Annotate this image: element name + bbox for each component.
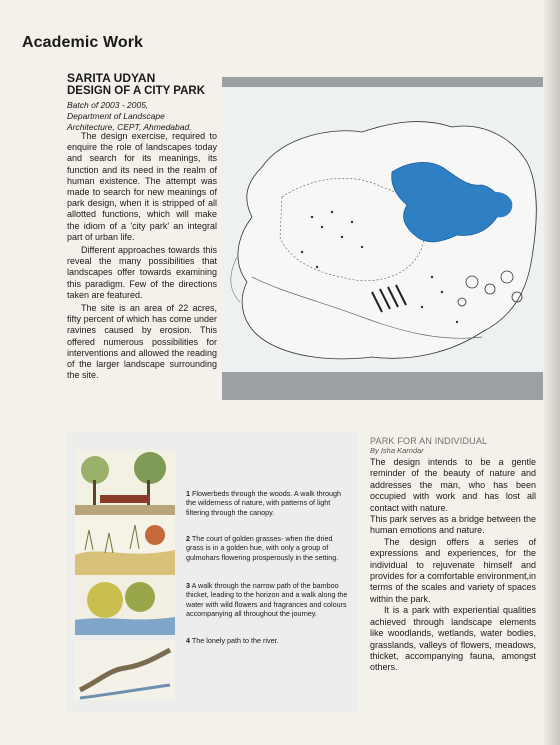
article-paragraph: It is a park with experiential qualities achieved through landscape elements like woodlands, wetlands, water bodies, grasslands, valleys of flowers, meadows, thicket, accompanying fauna, amongst others. <box>370 605 536 673</box>
project-title: DESIGN OF A CITY PARK <box>67 85 206 97</box>
sketch-lonely-path <box>75 640 175 700</box>
article-paragraph: The design offers a series of expressions and experiences, for the individual to rejuvenate himself and provides for a comfortable environment,in terms of the scales and variety of spaces within the park. <box>370 536 536 604</box>
caption-item: 2 The court of golden grasses- when the dried grass is in a golden hue, with only a group of gulmohars flowering prosperously in the setting. <box>186 534 339 562</box>
intro-text <box>67 131 217 381</box>
caption-item: 3 A walk through the narrow path of the bamboo thicket, leading to the horizon and a walk along the water with wild flowers and fragrances and colours accompanying all throughout the journey. <box>186 581 348 619</box>
project-department: Department of Landscape <box>67 111 165 121</box>
project-batch: Batch of 2003 - 2005, <box>67 100 149 110</box>
intro-paragraph: The site is an area of 22 acres, fifty percent of which has come under ravines caused by erosion. This offered numerous possibilities for interventions and allowed the reading of the larger landscape surrounding the site. <box>67 303 217 381</box>
site-plan-svg <box>222 77 543 400</box>
intro-paragraph: The design exercise, required to enquire the role of landscapes today and search for its meanings, its function and its need in the realm of human existence. The attempt was made to search for new meanings of park design, when it is stripped of all allotted functions, which will make the idiom of a 'city park' an integral part of urban life. <box>67 131 217 242</box>
intro-paragraph: Different approaches towards this reveal the many possibilities that landscapes offer towards examining this paradigm. Few of the directions taken are featured. <box>67 245 217 300</box>
project-meta <box>67 100 217 133</box>
section-title: Academic Work <box>22 34 144 51</box>
caption-item: 4 The lonely path to the river. <box>186 636 279 645</box>
sketch-flowerbeds <box>75 450 175 520</box>
article-paragraph: The design intends to be a gentle reminder of the beauty of nature and addresses the man, who has been occupied with work and has lost all contact with nature. <box>370 457 536 513</box>
project-header <box>67 72 217 133</box>
caption-item: 1 Flowerbeds through the woods. A walk through the wilderness of nature, with patterns of light filtering through the canopy. <box>186 489 342 517</box>
project-institution: Architecture, CEPT, Ahmedabad. <box>67 122 192 132</box>
sketch-golden-grasses <box>75 515 175 575</box>
sketch-bamboo-thicket <box>75 575 175 635</box>
page-edge-shadow <box>542 0 560 745</box>
project-author: SARITA UDYAN <box>67 71 156 85</box>
article-paragraph: This park serves as a bridge between the human emotions and nature. <box>370 514 536 536</box>
article-heading: PARK FOR AN INDIVIDUAL <box>370 436 488 446</box>
article-byline: By Isha Karndar <box>370 446 424 455</box>
site-plan-drawing <box>222 77 543 400</box>
individual-park-article <box>370 436 536 674</box>
